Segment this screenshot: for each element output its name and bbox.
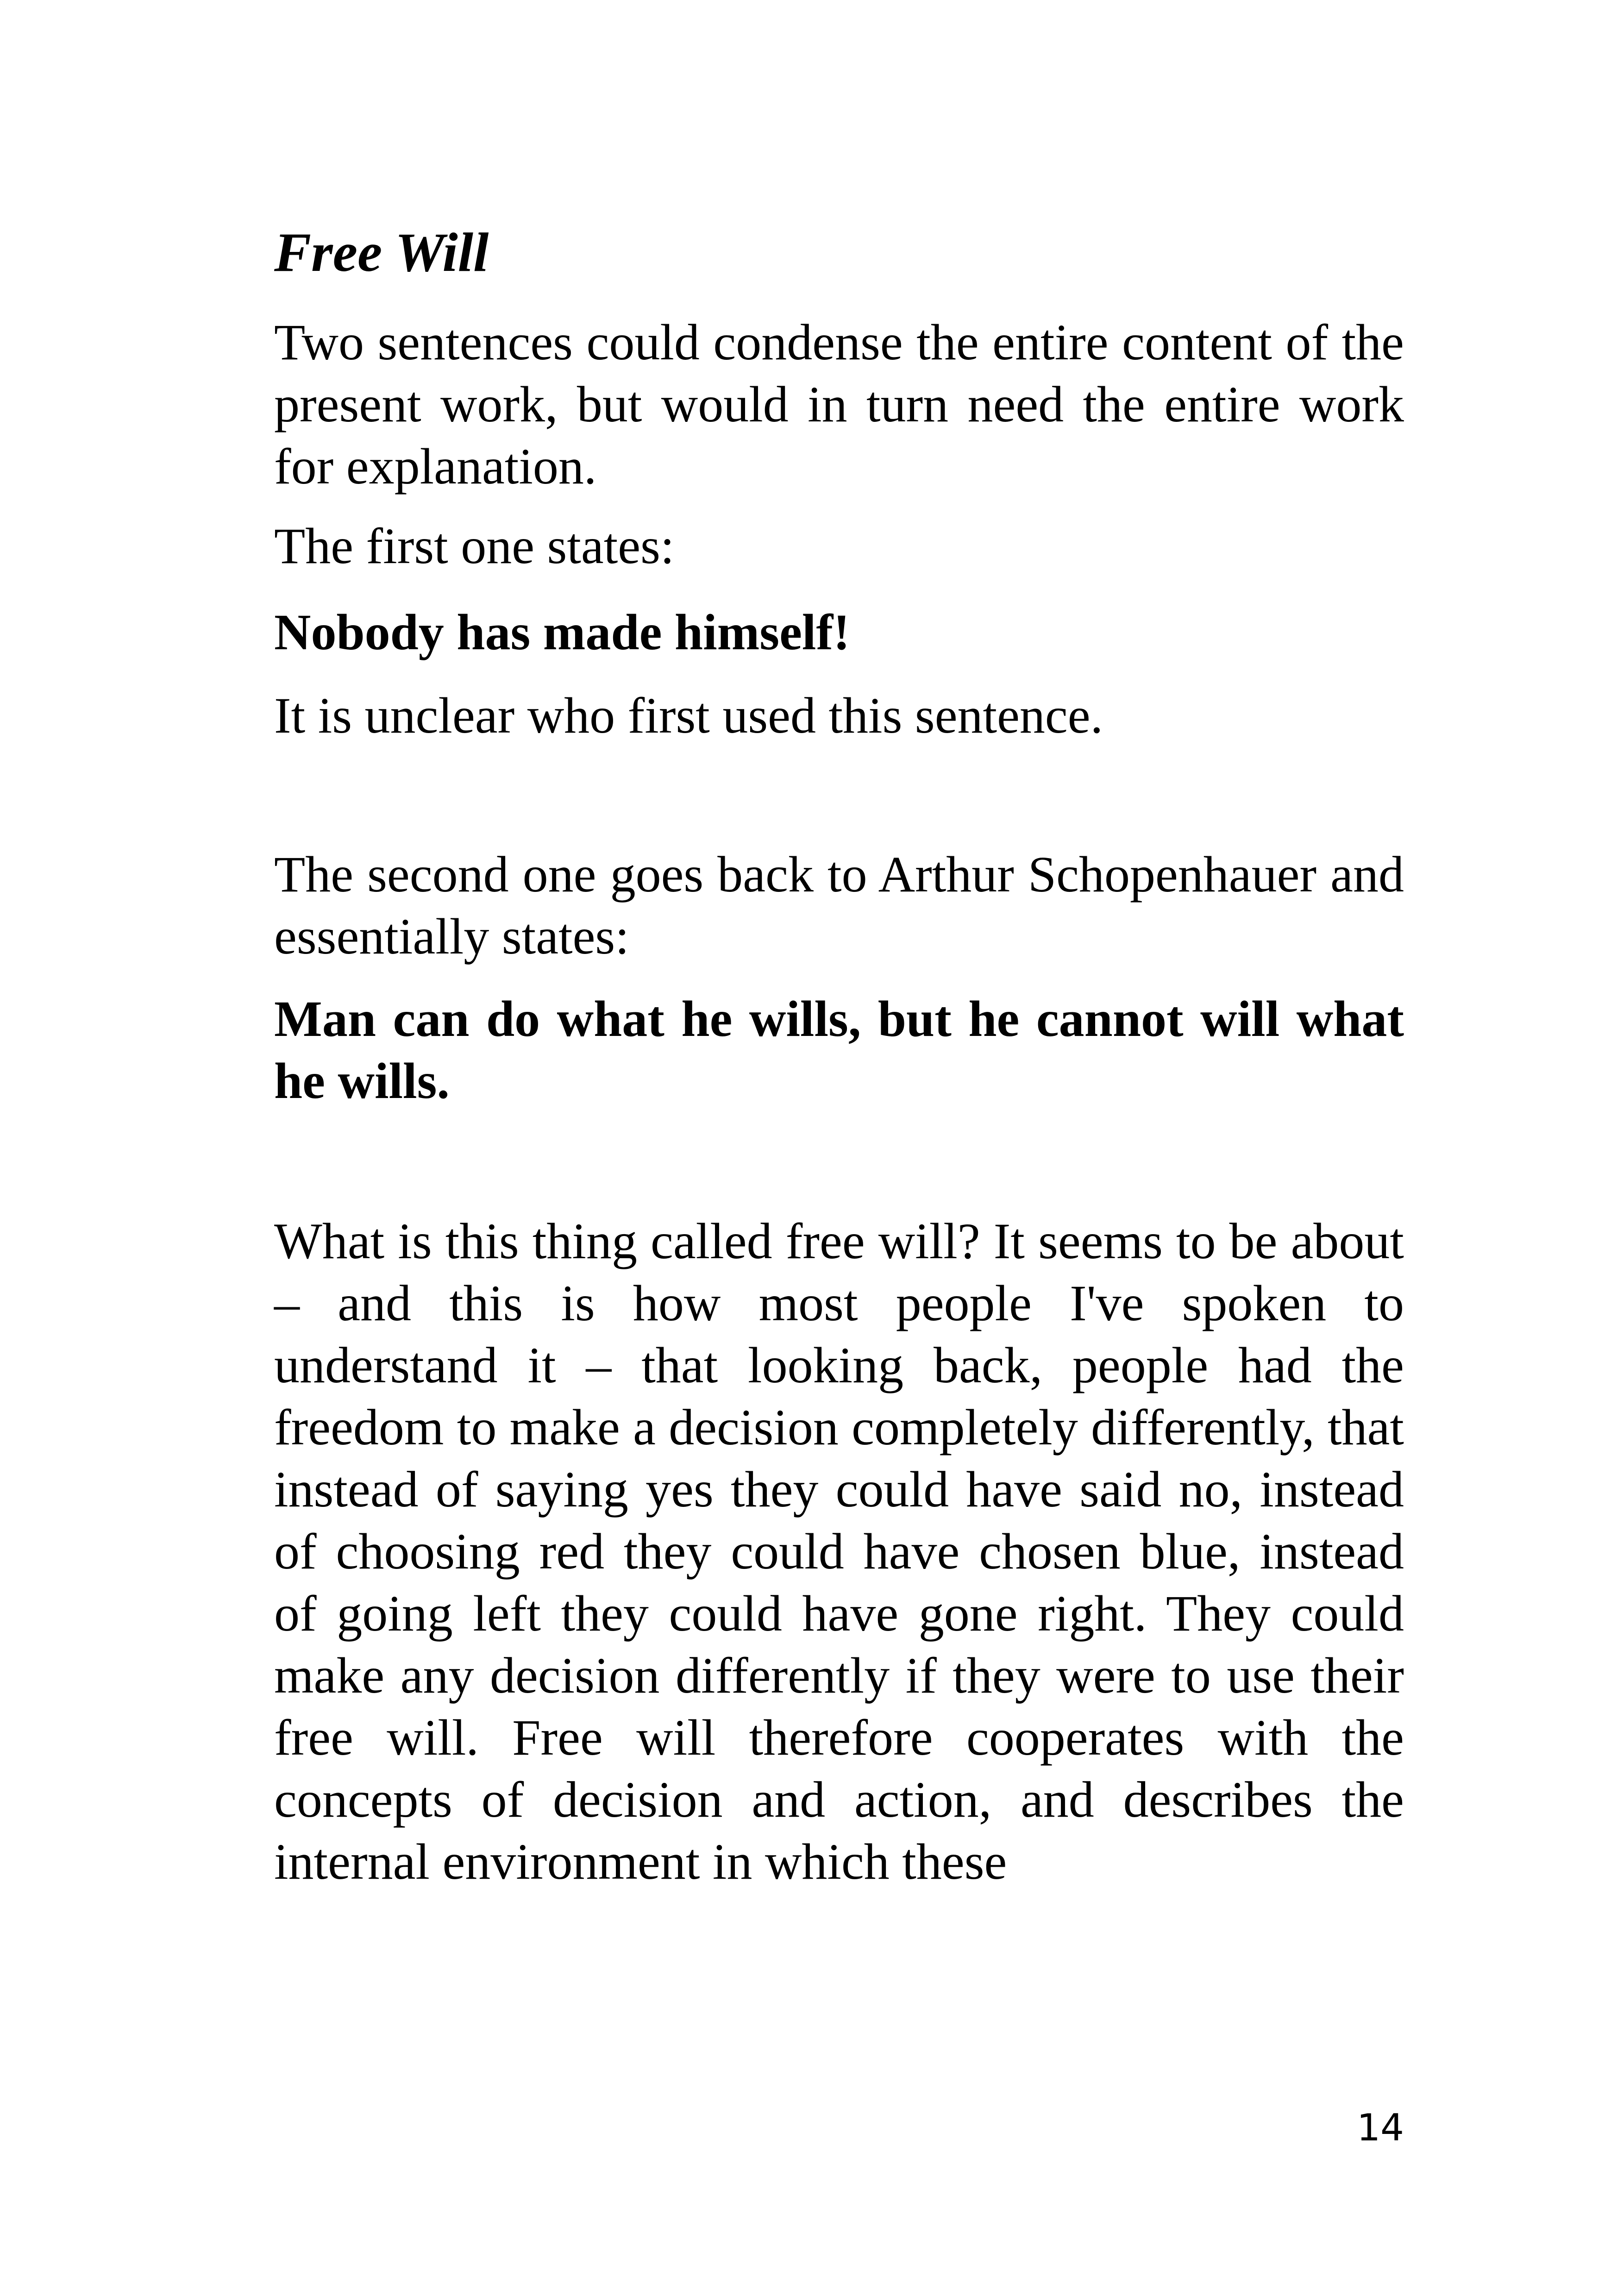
- body-text-block-7: [274, 1210, 1404, 1893]
- first-statement-intro: The first one states:: [274, 518, 675, 574]
- second-statement-intro: The second one goes back to Arthur Schopenhauer and essentially states:: [274, 846, 1404, 965]
- free-will-paragraph: What is this thing called free will? It seems to be about – and this is how most people I've spoken to understand it – that looking back, people had the freedom to make a decision completely differently, that instead of saying yes they could have said no, instead of choosing red they could have chosen blue, instead of going left they could have gone right. They could make any decision differently if they were to use their free will. Free will therefore cooperates with the concepts of decision and action, and describes the internal environment in which these: [274, 1213, 1404, 1890]
- body-text-block-6: [274, 988, 1404, 1112]
- body-text-block-1: [274, 311, 1404, 497]
- body-text-block-3: [274, 601, 1404, 663]
- body-text-block-4: [274, 684, 1404, 747]
- body-text-block-5: [274, 843, 1404, 967]
- intro-paragraph: Two sentences could condense the entire content of the present work, but would in turn need the entire work for explanation.: [274, 314, 1404, 495]
- first-statement-quote: Nobody has made himself!: [274, 604, 850, 660]
- page-number: 14: [1357, 2106, 1404, 2149]
- first-statement-note: It is unclear who first used this sentence.: [274, 687, 1103, 744]
- section-heading: Free Will: [274, 221, 489, 283]
- body-text-block-2: [274, 515, 1404, 577]
- second-statement-quote: Man can do what he wills, but he cannot will what he wills.: [274, 991, 1404, 1109]
